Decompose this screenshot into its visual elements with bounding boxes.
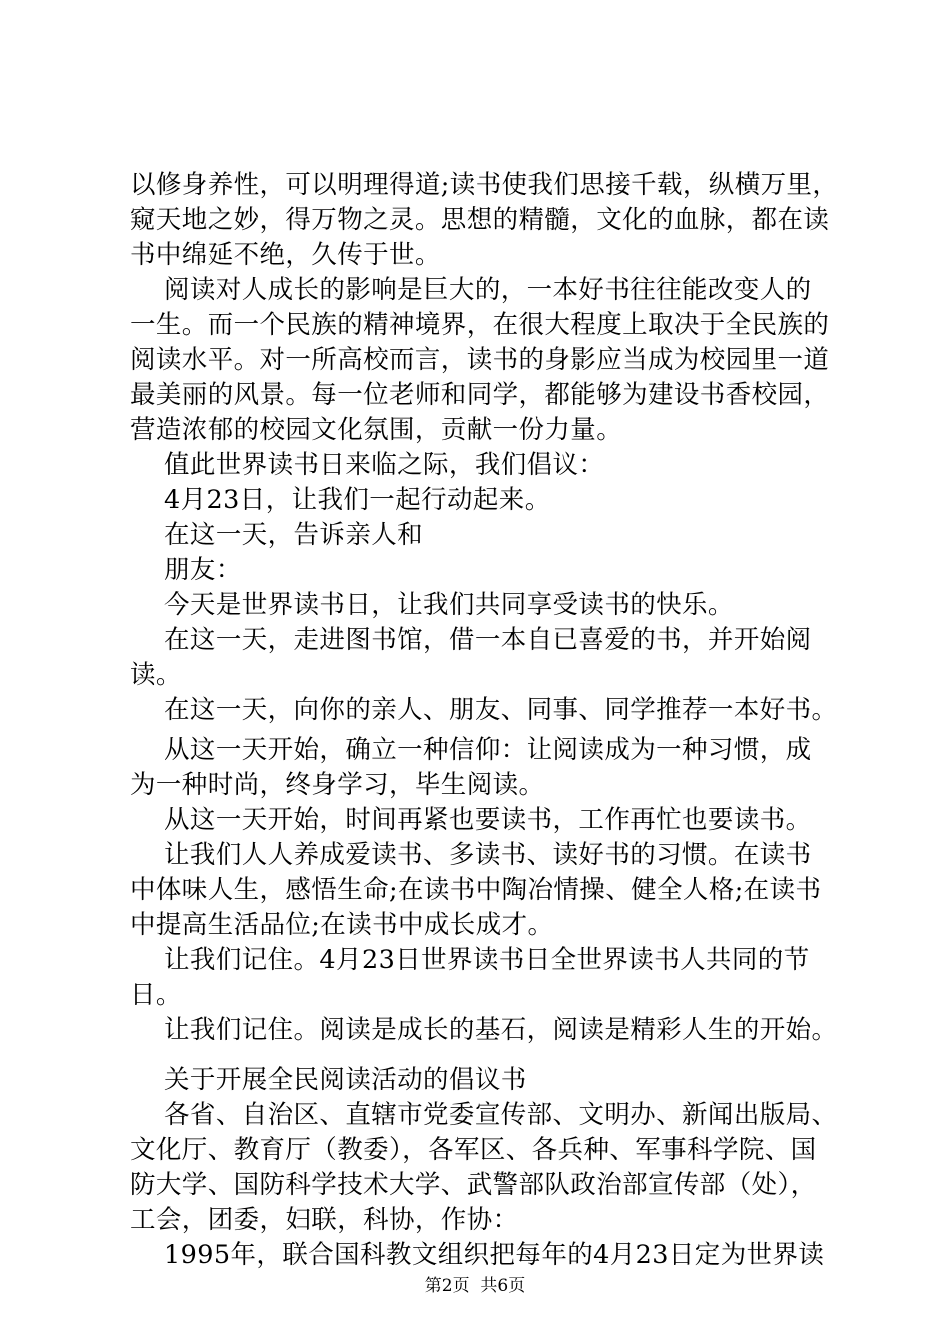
body-line: 在这一天，走进图书馆，借一本自已喜爱的书，并开始阅 xyxy=(130,625,812,655)
body-line: 为一种时尚，终身学习，毕生阅读。 xyxy=(130,770,545,800)
body-line: 工会，团委，妇联，科协，作协： xyxy=(130,1205,519,1235)
body-line: 中提高生活品位;在读书中成长成才。 xyxy=(130,910,554,940)
body-line: 防大学、国防科学技术大学、武警部队政治部宣传部（处）， xyxy=(130,1170,817,1200)
body-line: 阅读水平。对一所高校而言，读书的身影应当成为校园里一道 xyxy=(130,345,830,375)
body-line: 朋友： xyxy=(130,555,242,585)
body-line: 最美丽的风景。每一位老师和同学，都能够为建设书香校园， xyxy=(130,380,830,410)
body-line: 让我们记住。阅读是成长的基石，阅读是精彩人生的开始。 xyxy=(130,1015,838,1045)
body-line: 阅读对人成长的影响是巨大的，一本好书往往能改变人的 xyxy=(130,275,812,305)
body-line: 从这一天开始，时间再紧也要读书，工作再忙也要读书。 xyxy=(130,805,812,835)
body-line: 各省、自治区、直辖市党委宣传部、文明办、新闻出版局、 xyxy=(130,1100,838,1130)
body-line: 文化厅、教育厅（教委），各军区、各兵种、军事科学院、国 xyxy=(130,1135,817,1165)
body-line: 营造浓郁的校园文化氛围，贡献一份力量。 xyxy=(130,415,623,445)
body-line: 让我们记住。4月23日世界读书日全世界读书人共同的节 xyxy=(130,945,810,975)
body-line: 中体味人生，感悟生命;在读书中陶冶情操、健全人格;在读书 xyxy=(130,875,822,905)
body-line: 以修身养性，可以明理得道;读书使我们思接千载，纵横万里， xyxy=(130,170,839,200)
body-line: 窥天地之妙，得万物之灵。思想的精髓，文化的血脉，都在读 xyxy=(130,205,830,235)
body-line: 关于开展全民阅读活动的倡议书 xyxy=(130,1065,527,1095)
body-line: 从这一天开始，确立一种信仰：让阅读成为一种习惯，成 xyxy=(130,735,812,765)
body-line: 一生。而一个民族的精神境界，在很大程度上取决于全民族的 xyxy=(130,310,830,340)
body-line: 日。 xyxy=(130,980,182,1010)
body-line: 读。 xyxy=(130,660,182,690)
body-line: 4月23日，让我们一起行动起来。 xyxy=(130,485,551,515)
body-line: 让我们人人养成爱读书、多读书、读好书的习惯。在读书 xyxy=(130,840,812,870)
body-line: 值此世界读书日来临之际，我们倡议： xyxy=(130,450,605,480)
page-number-footer: 第2页 共6页 xyxy=(424,1276,526,1296)
body-line: 1995年，联合国科教文组织把每年的4月23日定为世界读 xyxy=(130,1240,825,1270)
body-line: 在这一天，告诉亲人和 xyxy=(130,520,424,550)
body-line: 书中绵延不绝，久传于世。 xyxy=(130,240,441,270)
body-line: 在这一天，向你的亲人、朋友、同事、同学推荐一本好书。 xyxy=(130,695,838,725)
body-line: 今天是世界读书日，让我们共同享受读书的快乐。 xyxy=(130,590,734,620)
